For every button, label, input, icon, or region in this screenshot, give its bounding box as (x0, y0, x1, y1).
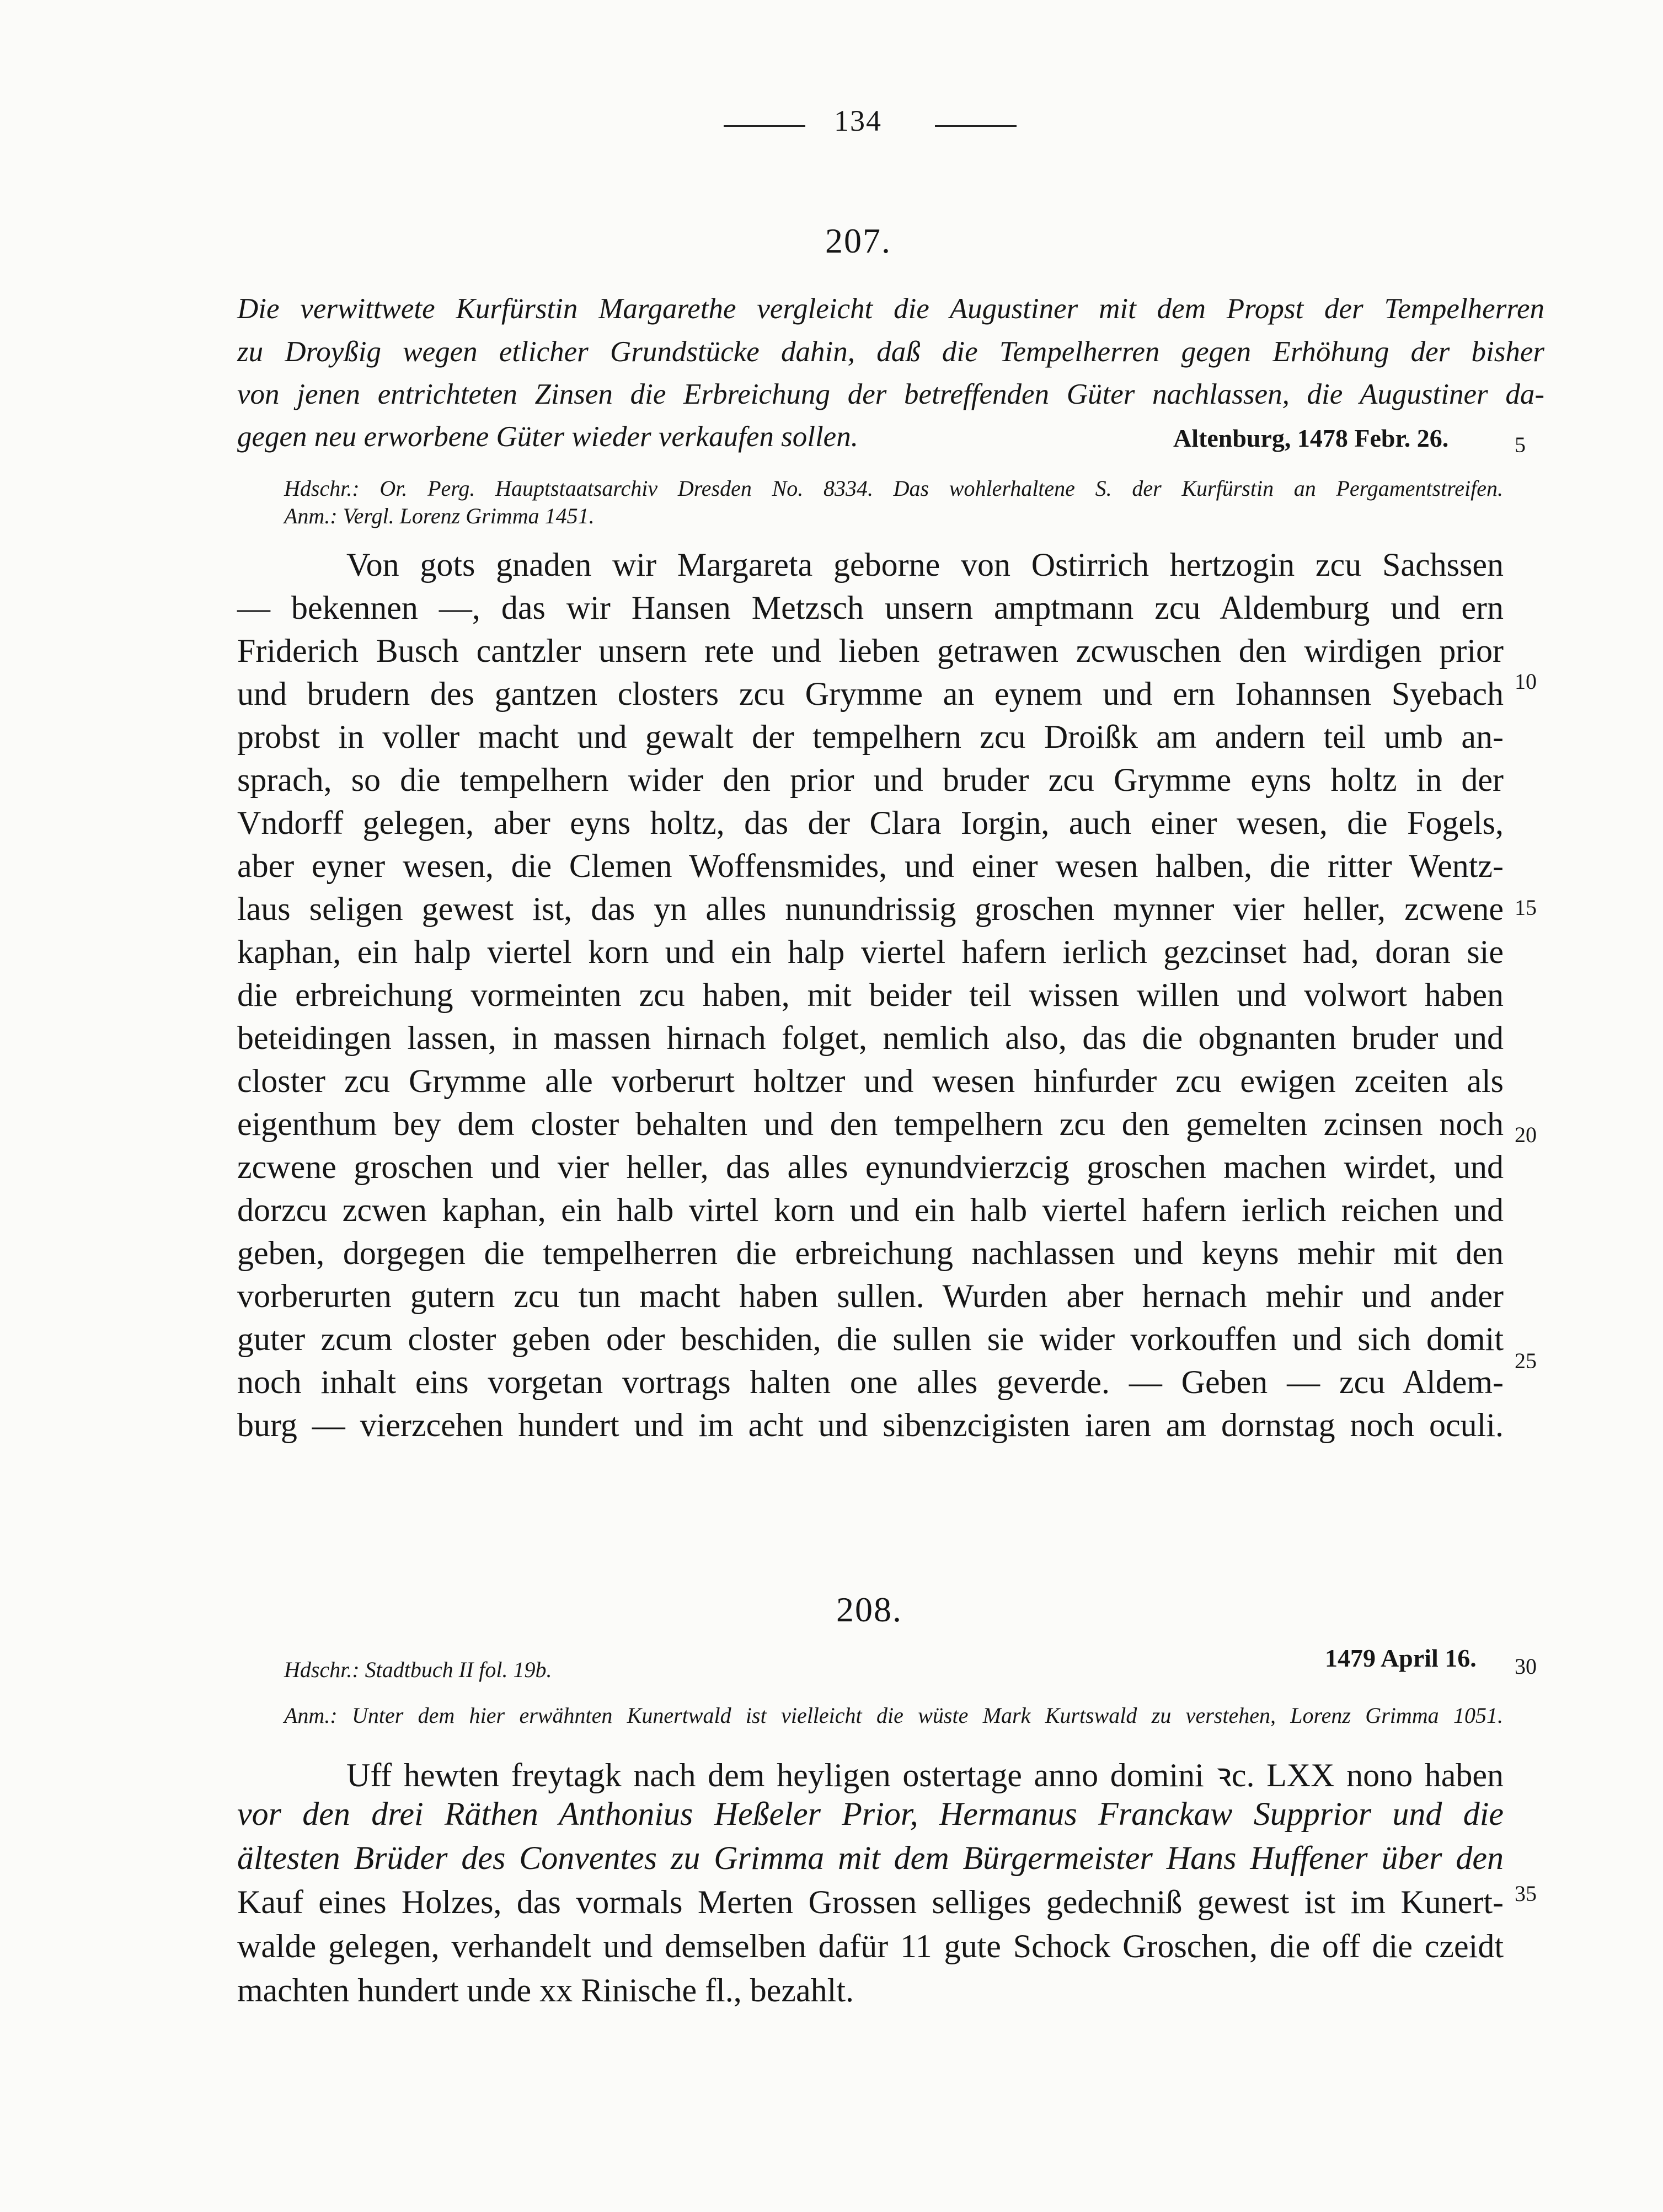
regest-line: Die verwittwete Kurfürstin Margarethe vergleicht die Augustiner mit dem Propst der Tempelherren (237, 293, 1544, 325)
regest-line: gegen neu erworbene Güter wieder verkaufen sollen. (237, 421, 858, 453)
text-line: Uff hewten freytagk nach dem heyligen ostertage anno domini ꝛc. LXX nono haben (346, 1757, 1504, 1793)
text-line: dorzcu zcwen kaphan, ein halb virtel korn und ein halb viertel hafern ierlich reichen und (237, 1192, 1504, 1228)
text-line: kaphan, ein halp viertel korn und ein halp viertel hafern ierlich gezcinset had, doran sie (237, 934, 1504, 970)
annotation-note: Anm.: Vergl. Lorenz Grimma 1451. (284, 504, 595, 528)
source-note: Hdschr.: Stadtbuch II fol. 19b. (284, 1657, 552, 1682)
text-line: aber eyner wesen, die Clemen Woffensmides, und einer wesen halben, die ritter Wentz- (237, 848, 1504, 884)
page-number: 134 (834, 104, 882, 137)
text-line: beteidingen lassen, in massen hirnach folget, nemlich also, das die obgnanten bruder und (237, 1020, 1504, 1056)
text-line: Vndorff gelegen, aber eyns holtz, das der Clara Iorgin, auch einer wesen, die Fogels, (237, 805, 1504, 841)
text-line: eigenthum bey dem closter behalten und den tempelhern zcu den gemelten zcinsen noch (237, 1106, 1504, 1142)
text-line: probst in voller macht und gewalt der tempelhern zcu Droißk am andern teil umb an- (237, 719, 1504, 755)
text-line: und brudern des gantzen closters zcu Grymme an eynem und ern Iohannsen Syebach (237, 676, 1504, 712)
text-line: closter zcu Grymme alle vorberurt holtzer und wesen hinfurder zcu ewigen zceiten als (237, 1063, 1504, 1099)
text-line: Friderich Busch cantzler unsern rete und lieben getrawen zcwuschen den wirdigen prior (237, 633, 1504, 669)
text-line: machten hundert unde xx Rinische fl., bezahlt. (237, 1972, 854, 2009)
document-date: Altenburg, 1478 Febr. 26. (1173, 424, 1449, 452)
regest-line: von jenen entrichteten Zinsen die Erbreichung der betreffenden Güter nachlassen, die Augustiner da- (237, 378, 1544, 410)
line-number: 10 (1515, 669, 1537, 694)
text-line: burg — vierzcehen hundert und im acht und sibenzcigisten iaren am dornstag noch oculi. (237, 1407, 1504, 1443)
text-line: die erbreichung vormeinten zcu haben, mit beider teil wissen willen und volwort haben (237, 977, 1504, 1013)
document-date: 1479 April 16. (1325, 1644, 1477, 1672)
line-number: 15 (1515, 895, 1537, 920)
text-line: noch inhalt eins vorgetan vortrags halten one alles geverde. — Geben — zcu Aldem- (237, 1364, 1504, 1400)
header-rule-left (724, 125, 805, 127)
header-rule-right (935, 125, 1017, 127)
regest-line: zu Droyßig wegen etlicher Grundstücke dahin, daß die Tempelherren gegen Erhöhung der bisher (237, 336, 1544, 368)
text-line: vorberurten gutern zcu tun macht haben sullen. Wurden aber hernach mehir und ander (237, 1278, 1504, 1314)
line-number: 20 (1515, 1122, 1537, 1147)
text-line: zcwene groschen und vier heller, das alles eynundvierzcig groschen machen wirdet, und (237, 1149, 1504, 1185)
line-number: 5 (1515, 432, 1526, 457)
text-line: walde gelegen, verhandelt und demselben dafür 11 gute Schock Groschen, die off die czeidt (237, 1928, 1504, 1964)
line-number: 25 (1515, 1348, 1537, 1373)
line-number: 30 (1515, 1654, 1537, 1679)
text-line: sprach, so die tempelhern wider den prior und bruder zcu Grymme eyns holtz in der (237, 762, 1504, 798)
document-number: 207. (825, 221, 891, 260)
text-line: vor den drei Räthen Anthonius Heßeler Prior, Hermanus Franckaw Supprior und die (237, 1796, 1504, 1832)
text-line: ältesten Brüder des Conventes zu Grimma mit dem Bürgermeister Hans Huffener über den (237, 1840, 1504, 1876)
text-line: Kauf eines Holzes, das vormals Merten Grossen selliges gedechniß gewest ist im Kunert- (237, 1884, 1504, 1920)
line-number: 35 (1515, 1881, 1537, 1906)
text-line: geben, dorgegen die tempelherren die erbreichung nachlassen und keyns mehir mit den (237, 1235, 1504, 1271)
document-number: 208. (836, 1590, 902, 1629)
text-line: — bekennen —, das wir Hansen Metzsch unsern amptmann zcu Aldemburg und ern (237, 590, 1504, 626)
text-line: laus seligen gewest ist, das yn alles nunundrissig groschen mynner vier heller, zcwene (237, 891, 1504, 927)
source-note: Hdschr.: Or. Perg. Hauptstaatsarchiv Dresden No. 8334. Das wohlerhaltene S. der Kurfürstin an Pergamentstreifen. (284, 476, 1503, 501)
text-line: guter zcum closter geben oder beschiden, die sullen sie wider vorkouffen und sich domit (237, 1321, 1504, 1357)
text-line: Von gots gnaden wir Margareta geborne von Ostirrich hertzogin zcu Sachssen (346, 547, 1504, 583)
annotation-note: Anm.: Unter dem hier erwähnten Kunertwald ist vielleicht die wüste Mark Kurtswald zu verstehen, Lorenz Grimma 1051. (284, 1703, 1503, 1728)
